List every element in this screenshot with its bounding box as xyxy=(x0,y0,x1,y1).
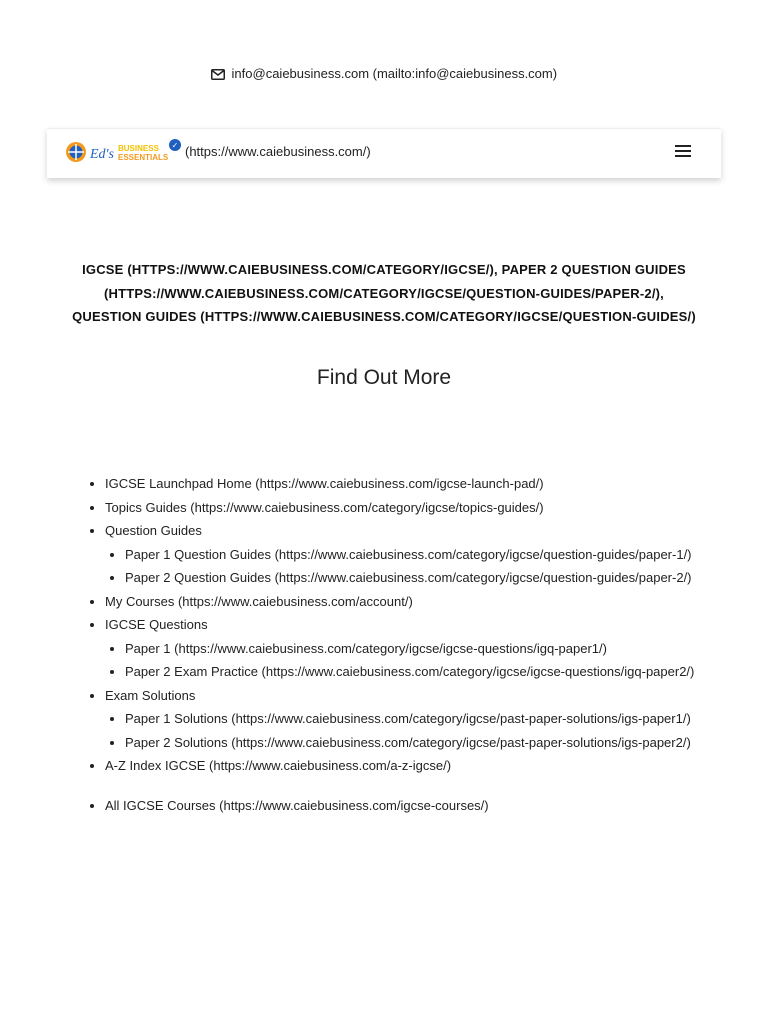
section-heading: Find Out More xyxy=(316,366,452,389)
site-header xyxy=(47,128,721,178)
hamburger-icon xyxy=(675,145,691,157)
nav-subitem-label[interactable]: Paper 2 Exam Practice (https://www.caiebusiness.com/category/igcse/igcse-questions/igq-paper2/) xyxy=(125,664,695,679)
nav-item[interactable] xyxy=(105,590,710,614)
nav-item[interactable] xyxy=(105,684,710,755)
nav-item[interactable] xyxy=(105,754,710,778)
nav-sublist xyxy=(105,707,710,754)
nav-subitem[interactable] xyxy=(125,637,710,661)
nav-sublist xyxy=(105,637,710,684)
nav-item-label[interactable]: All IGCSE Courses (https://www.caiebusiness.com/igcse-courses/) xyxy=(105,797,489,813)
contact-bar xyxy=(0,66,768,83)
nav-item[interactable] xyxy=(105,472,710,496)
email-link[interactable]: info@caiebusiness.com (mailto:info@caiebusiness.com) xyxy=(231,66,558,81)
nav-item-label[interactable]: Topics Guides (https://www.caiebusiness.com/category/igcse/topics-guides/) xyxy=(105,499,544,515)
nav-item[interactable] xyxy=(105,496,710,520)
nav-item[interactable] xyxy=(105,794,710,818)
home-link[interactable]: (https://www.caiebusiness.com/) xyxy=(185,144,371,159)
nav-subitem-label[interactable]: Paper 1 (https://www.caiebusiness.com/category/igcse/igcse-questions/igq-paper1/) xyxy=(125,640,607,656)
menu-button[interactable] xyxy=(675,145,691,159)
nav-item-label[interactable]: IGCSE Questions xyxy=(105,617,208,632)
nav-subitem[interactable] xyxy=(125,707,710,731)
nav-subitem[interactable] xyxy=(125,660,710,684)
nav-subitem-label[interactable]: Paper 2 Solutions (https://www.caiebusiness.com/category/igcse/past-paper-solutions/igs-paper2/) xyxy=(125,734,691,750)
nav-sublist xyxy=(105,543,710,590)
nav-item[interactable] xyxy=(105,519,710,590)
nav-item-label[interactable]: Exam Solutions xyxy=(105,687,196,703)
nav-subitem[interactable] xyxy=(125,566,710,590)
nav-subitem-label[interactable]: Paper 2 Question Guides (https://www.caiebusiness.com/category/igcse/question-guides/paper-2/) xyxy=(125,570,692,585)
envelope-icon xyxy=(211,68,225,83)
nav-subitem[interactable] xyxy=(125,543,710,567)
nav-subitem-label[interactable]: Paper 1 Question Guides (https://www.caiebusiness.com/category/igcse/question-guides/paper-1/) xyxy=(125,546,692,562)
logo-brand-prefix: Ed's xyxy=(90,147,114,162)
nav-item-label[interactable]: Question Guides xyxy=(105,523,202,538)
post-categories[interactable]: IGCSE (HTTPS://WWW.CAIEBUSINESS.COM/CATEGORY/IGCSE/), PAPER 2 QUESTION GUIDES (HTTPS://WWW.CAIEBUSINESS.COM/CATEGORY/IGCSE/QUESTION-GUIDES/PAPER-2/), QUESTION GUIDES (HTTPS://WWW.CAIEBUSINESS.COM/CATEGORY/IGCSE/QUESTION-GUIDES/) xyxy=(72,262,696,324)
logo-brand-line1: BUSINESS xyxy=(118,144,159,153)
nav-subitem-label[interactable]: Paper 1 Solutions (https://www.caiebusiness.com/category/igcse/past-paper-solutions/igs-paper1/) xyxy=(125,711,691,726)
nav-item-label[interactable]: My Courses (https://www.caiebusiness.com/account/) xyxy=(105,593,413,609)
site-logo[interactable] xyxy=(65,138,185,164)
nav-subitem[interactable] xyxy=(125,731,710,755)
igcse-nav-list xyxy=(85,472,710,817)
logo-brand-line2: ESSENTIALS xyxy=(118,153,169,162)
nav-item-label[interactable]: IGCSE Launchpad Home (https://www.caiebusiness.com/igcse-launch-pad/) xyxy=(105,476,544,491)
nav-item[interactable] xyxy=(105,613,710,684)
nav-item-label[interactable]: A-Z Index IGCSE (https://www.caiebusiness.com/a-z-igcse/) xyxy=(105,758,452,773)
logo-badge: ✓ xyxy=(171,141,179,150)
nav-list xyxy=(85,472,710,817)
